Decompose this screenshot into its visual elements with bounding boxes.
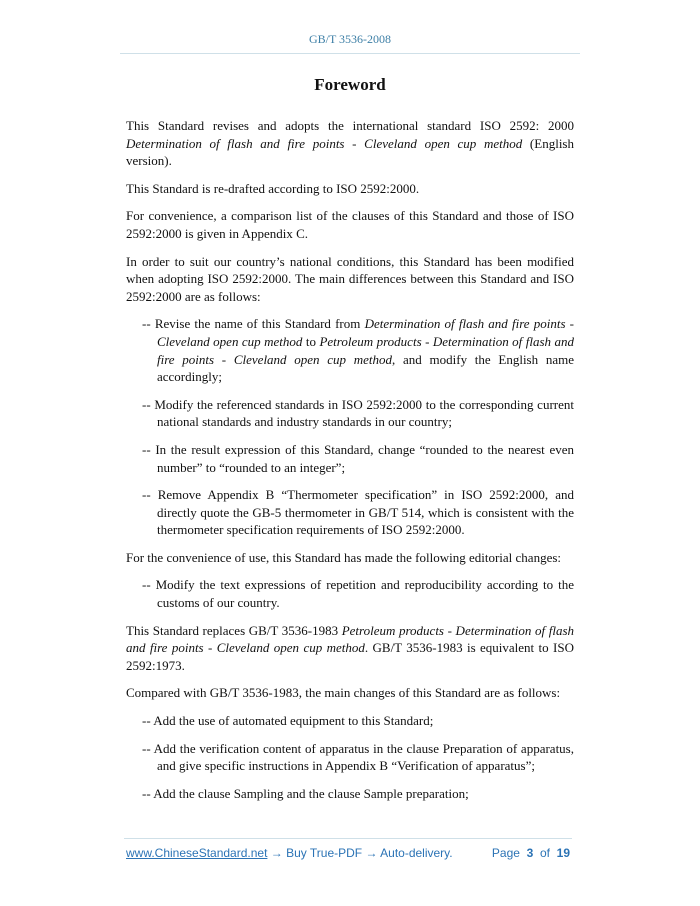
text-segment: Compared with GB/T 3536-1983, the main changes of this Standard are as follows: bbox=[126, 685, 561, 701]
text-segment: -- Add the clause Sampling and the clause Sample preparation; bbox=[142, 785, 469, 801]
page-current: 3 bbox=[526, 846, 534, 860]
text-segment: For the convenience of use, this Standard has made the following editorial changes: bbox=[126, 549, 562, 565]
text-segment: -- Revise the name of this Standard from bbox=[142, 316, 365, 332]
text-segment: This Standard revises and adopts the international standard ISO 2592: 2000 bbox=[126, 118, 574, 133]
text-segment: (English version). bbox=[126, 135, 574, 169]
list-item bbox=[126, 441, 574, 476]
paragraph bbox=[126, 549, 574, 567]
paragraph bbox=[126, 117, 574, 170]
text-segment: -- Remove Appendix B “Thermometer specification” in ISO 2592:2000, and directly quote the GB-5 thermometer in GB/T 514, which is consistent with the thermometer specification requirements of ISO 2592:2000. bbox=[142, 487, 574, 538]
footer-divider bbox=[124, 838, 572, 839]
buy-text: Buy True-PDF bbox=[286, 846, 363, 860]
paragraph bbox=[126, 684, 574, 702]
page-title: Foreword bbox=[314, 75, 386, 94]
page-label: Page bbox=[491, 846, 520, 860]
italic-title-text: Petroleum products - Determination of flash and fire points - Cleveland open cup method bbox=[126, 622, 574, 656]
document-body bbox=[126, 117, 574, 812]
header-divider bbox=[120, 53, 580, 54]
delivery-text: Auto-delivery. bbox=[380, 846, 453, 860]
italic-title-text: Determination of flash and fire points - Cleveland open cup method bbox=[157, 316, 574, 349]
paragraph bbox=[126, 622, 574, 675]
header-standard-code: GB/T 3536-2008 bbox=[308, 32, 392, 46]
italic-title-text: Determination of flash and fire points - Cleveland open cup method bbox=[126, 135, 523, 151]
list-item bbox=[126, 315, 574, 385]
website-link[interactable]: www.ChineseStandard.net bbox=[126, 846, 268, 860]
text-segment: -- Add the verification content of apparatus in the clause Preparation of apparatus, and give specific instructions in Appendix B “Verification of apparatus”; bbox=[142, 740, 574, 774]
text-segment: -- Modify the text expressions of repetition and reproducibility according to the customs of our country. bbox=[142, 577, 574, 611]
list-item bbox=[126, 712, 574, 730]
text-segment: . GB/T 3536-1983 is equivalent to ISO 2592:1973. bbox=[126, 640, 574, 673]
arrow-icon: → bbox=[362, 846, 381, 860]
list-item bbox=[126, 785, 574, 803]
text-segment: to bbox=[302, 333, 320, 349]
italic-title-text: Petroleum products - Determination of flash and fire points - Cleveland open cup method bbox=[157, 333, 574, 367]
list-item bbox=[126, 740, 574, 775]
page-indicator bbox=[492, 846, 570, 860]
of-label: of bbox=[539, 846, 550, 860]
page-total: 19 bbox=[556, 846, 570, 860]
text-segment: This Standard is re-drafted according to ISO 2592:2000. bbox=[126, 180, 420, 196]
paragraph bbox=[126, 207, 574, 242]
text-segment: This Standard replaces GB/T 3536-1983 bbox=[126, 622, 342, 638]
text-segment: , and modify the English name accordingly; bbox=[157, 351, 574, 385]
text-segment: -- In the result expression of this Standard, change “rounded to the nearest even number” to “rounded to an integer”; bbox=[142, 441, 574, 475]
paragraph bbox=[126, 253, 574, 306]
text-segment: -- Add the use of automated equipment to this Standard; bbox=[142, 713, 434, 729]
list-item bbox=[126, 576, 574, 611]
text-segment: -- Modify the referenced standards in ISO 2592:2000 to the corresponding current national standards and industry standards in our country; bbox=[142, 396, 574, 430]
footer bbox=[126, 846, 570, 860]
list-item bbox=[126, 486, 574, 539]
text-segment: For convenience, a comparison list of the clauses of this Standard and those of ISO 2592:2000 is given in Appendix C. bbox=[126, 208, 574, 241]
list-item bbox=[126, 396, 574, 431]
arrow-icon: → bbox=[267, 846, 287, 860]
paragraph bbox=[126, 180, 574, 198]
text-segment: In order to suit our country’s national conditions, this Standard has been modified when adopting ISO 2592:2000. The main differences between this Standard and ISO 2592:2000 are as follows: bbox=[126, 253, 574, 304]
